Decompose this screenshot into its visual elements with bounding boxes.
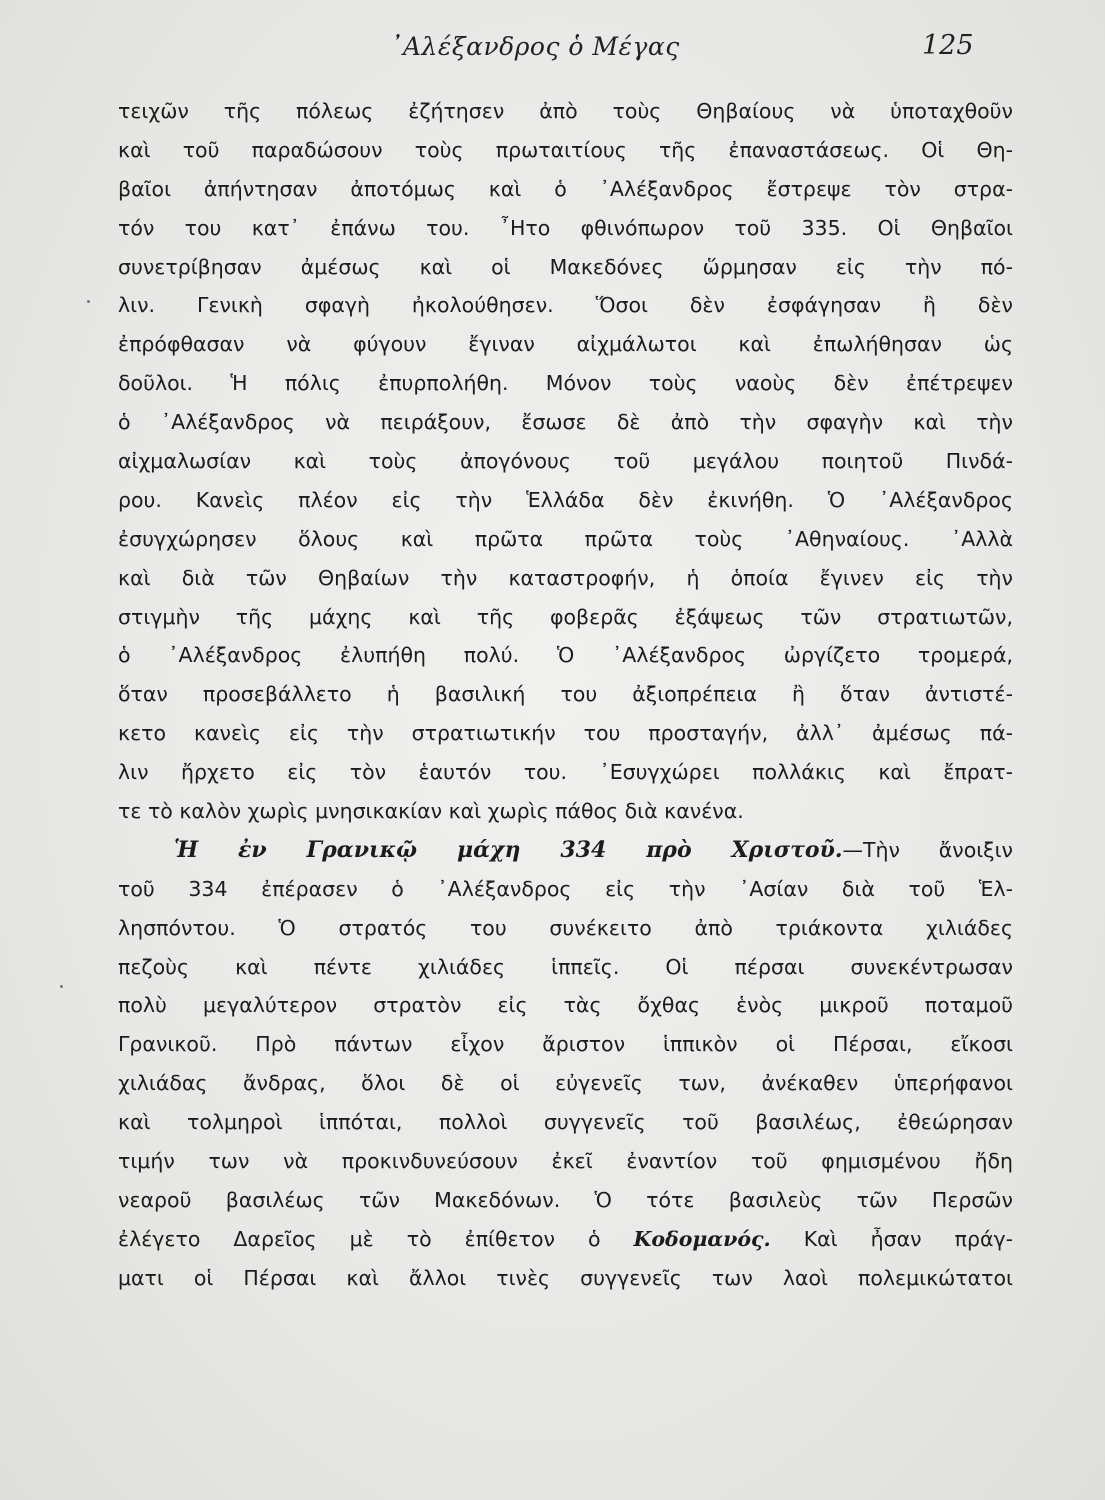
text-line: συνετρίβησαν ἀμέσως καὶ οἱ Μακεδόνες ὥρμησαν εἰς τὴν πό- <box>118 254 1013 279</box>
text-line: τειχῶν τῆς πόλεως ἐζήτησεν ἀπὸ τοὺς Θηβαίους νὰ ὑποταχθοῦν <box>118 99 1013 123</box>
running-title: ᾿Αλέξανδρος ὁ Μέγας <box>390 32 680 61</box>
text-line: τόν του κατ᾿ ἐπάνω του. ῏Ητο φθινόπωρον τοῦ 335. Οἱ Θηβαῖοι <box>118 215 1013 240</box>
section-heading-line <box>118 831 1013 870</box>
text-line: τοῦ 334 ἐπέρασεν ὁ ᾿Αλέξανδρος εἰς τὴν ᾿Ασίαν διὰ τοῦ Ἑλ- <box>118 876 1013 901</box>
text-line: λησπόντου. Ὁ στρατός του συνέκειτο ἀπὸ τριάκοντα χιλιάδες <box>118 915 1013 940</box>
section-heading-continuation: —Τὴν ἄνοιξιν <box>842 837 1013 862</box>
text-line: λιν. Γενικὴ σφαγὴ ἠκολούθησεν. Ὅσοι δὲν ἐσφάγησαν ἢ δὲν <box>118 293 1013 318</box>
text-line-with-emphasis <box>118 1220 1013 1259</box>
running-head <box>0 28 1105 72</box>
text-line: Γρανικοῦ. Πρὸ πάντων εἶχον ἄριστον ἱππικὸν οἱ Πέρσαι, εἴκοσι <box>118 1032 1013 1057</box>
text-line: λιν ἤρχετο εἰς τὸν ἑαυτόν του. ᾿Εσυγχώρει πολλάκις καὶ ἔπρατ- <box>118 760 1013 785</box>
text-segment: Καὶ ἦσαν πράγ- <box>770 1226 1013 1251</box>
text-line: πεζοὺς καὶ πέντε χιλιάδες ἱππεῖς. Οἱ πέρσαι συνεκέντρωσαν <box>118 954 1013 979</box>
text-line: ὁ ᾿Αλέξανδρος νὰ πειράξουν, ἔσωσε δὲ ἀπὸ τὴν σφαγὴν καὶ τὴν <box>118 410 1013 435</box>
text-line: καὶ τοῦ παραδώσουν τοὺς πρωταιτίους τῆς ἐπαναστάσεως. Οἱ Θη- <box>118 137 1013 162</box>
text-line: ἐσυγχώρησεν ὅλους καὶ πρῶτα πρῶτα τοὺς ᾿Αθηναίους. ᾿Αλλὰ <box>118 526 1013 551</box>
body-text <box>118 92 1013 1298</box>
text-line: κετο κανεὶς εἰς τὴν στρατιωτικήν του προσταγήν, ἀλλ᾿ ἀμέσως πά- <box>118 721 1013 746</box>
text-line: τιμήν των νὰ προκινδυνεύσουν ἐκεῖ ἐναντίον τοῦ φημισμένου ἤδη <box>118 1149 1013 1174</box>
text-line: βαῖοι ἀπήντησαν ἀποτόμως καὶ ὁ ᾿Αλέξανδρος ἔστρεψε τὸν στρα- <box>118 176 1013 201</box>
text-line: πολὺ μεγαλύτερον στρατὸν εἰς τὰς ὄχθας ἑνὸς μικροῦ ποταμοῦ <box>118 993 1013 1018</box>
text-segment: ἐλέγετο Δαρεῖος μὲ τὸ ἐπίθετον ὁ <box>118 1226 634 1251</box>
text-line: ματι οἱ Πέρσαι καὶ ἄλλοι τινὲς συγγενεῖς των λαοὶ πολεμικώτατοι <box>118 1265 1013 1290</box>
text-line: νεαροῦ βασιλέως τῶν Μακεδόνων. Ὁ τότε βασιλεὺς τῶν Περσῶν <box>118 1187 1013 1212</box>
text-line: ρου. Κανεὶς πλέον εἰς τὴν Ἑλλάδα δὲν ἐκινήθη. Ὁ ᾿Αλέξανδρος <box>118 487 1013 512</box>
text-line: καὶ τολμηροὶ ἱππόται, πολλοὶ συγγενεῖς τοῦ βασιλέως, ἐθεώρησαν <box>118 1110 1013 1135</box>
text-line: ὁ ᾿Αλέξανδρος ἐλυπήθη πολύ. Ὁ ᾿Αλέξανδρος ὠργίζετο τρομερά, <box>118 643 1013 668</box>
page-number: 125 <box>922 30 974 61</box>
emphasized-name: Κοδομανός. <box>633 1226 771 1251</box>
margin-speck <box>87 300 90 303</box>
margin-speck <box>60 985 63 988</box>
text-line: ἐπρόφθασαν νὰ φύγουν ἔγιναν αἰχμάλωτοι καὶ ἐπωλήθησαν ὡς <box>118 332 1013 357</box>
section-heading: Ἡ ἐν Γρανικῷ μάχη 334 πρὸ Χριστοῦ. <box>174 836 843 863</box>
text-line: ὅταν προσεβάλλετο ἡ βασιλική του ἀξιοπρέπεια ἢ ὅταν ἀντιστέ- <box>118 682 1013 707</box>
text-line: δοῦλοι. Ἡ πόλις ἐπυρπολήθη. Μόνον τοὺς ναοὺς δὲν ἐπέτρεψεν <box>118 371 1013 396</box>
text-line: καὶ διὰ τῶν Θηβαίων τὴν καταστροφήν, ἡ ὁποία ἔγινεν εἰς τὴν <box>118 565 1013 590</box>
text-line: αἰχμαλωσίαν καὶ τοὺς ἀπογόνους τοῦ μεγάλου ποιητοῦ Πινδά- <box>118 449 1013 474</box>
text-line: στιγμὴν τῆς μάχης καὶ τῆς φοβερᾶς ἐξάψεως τῶν στρατιωτῶν, <box>118 604 1013 629</box>
text-line: χιλιάδας ἄνδρας, ὅλοι δὲ οἱ εὐγενεῖς των, ἀνέκαθεν ὑπερήφανοι <box>118 1071 1013 1096</box>
text-line: τε τὸ καλὸν χωρὶς μνησικακίαν καὶ χωρὶς πάθος διὰ κανένα. <box>118 799 744 824</box>
